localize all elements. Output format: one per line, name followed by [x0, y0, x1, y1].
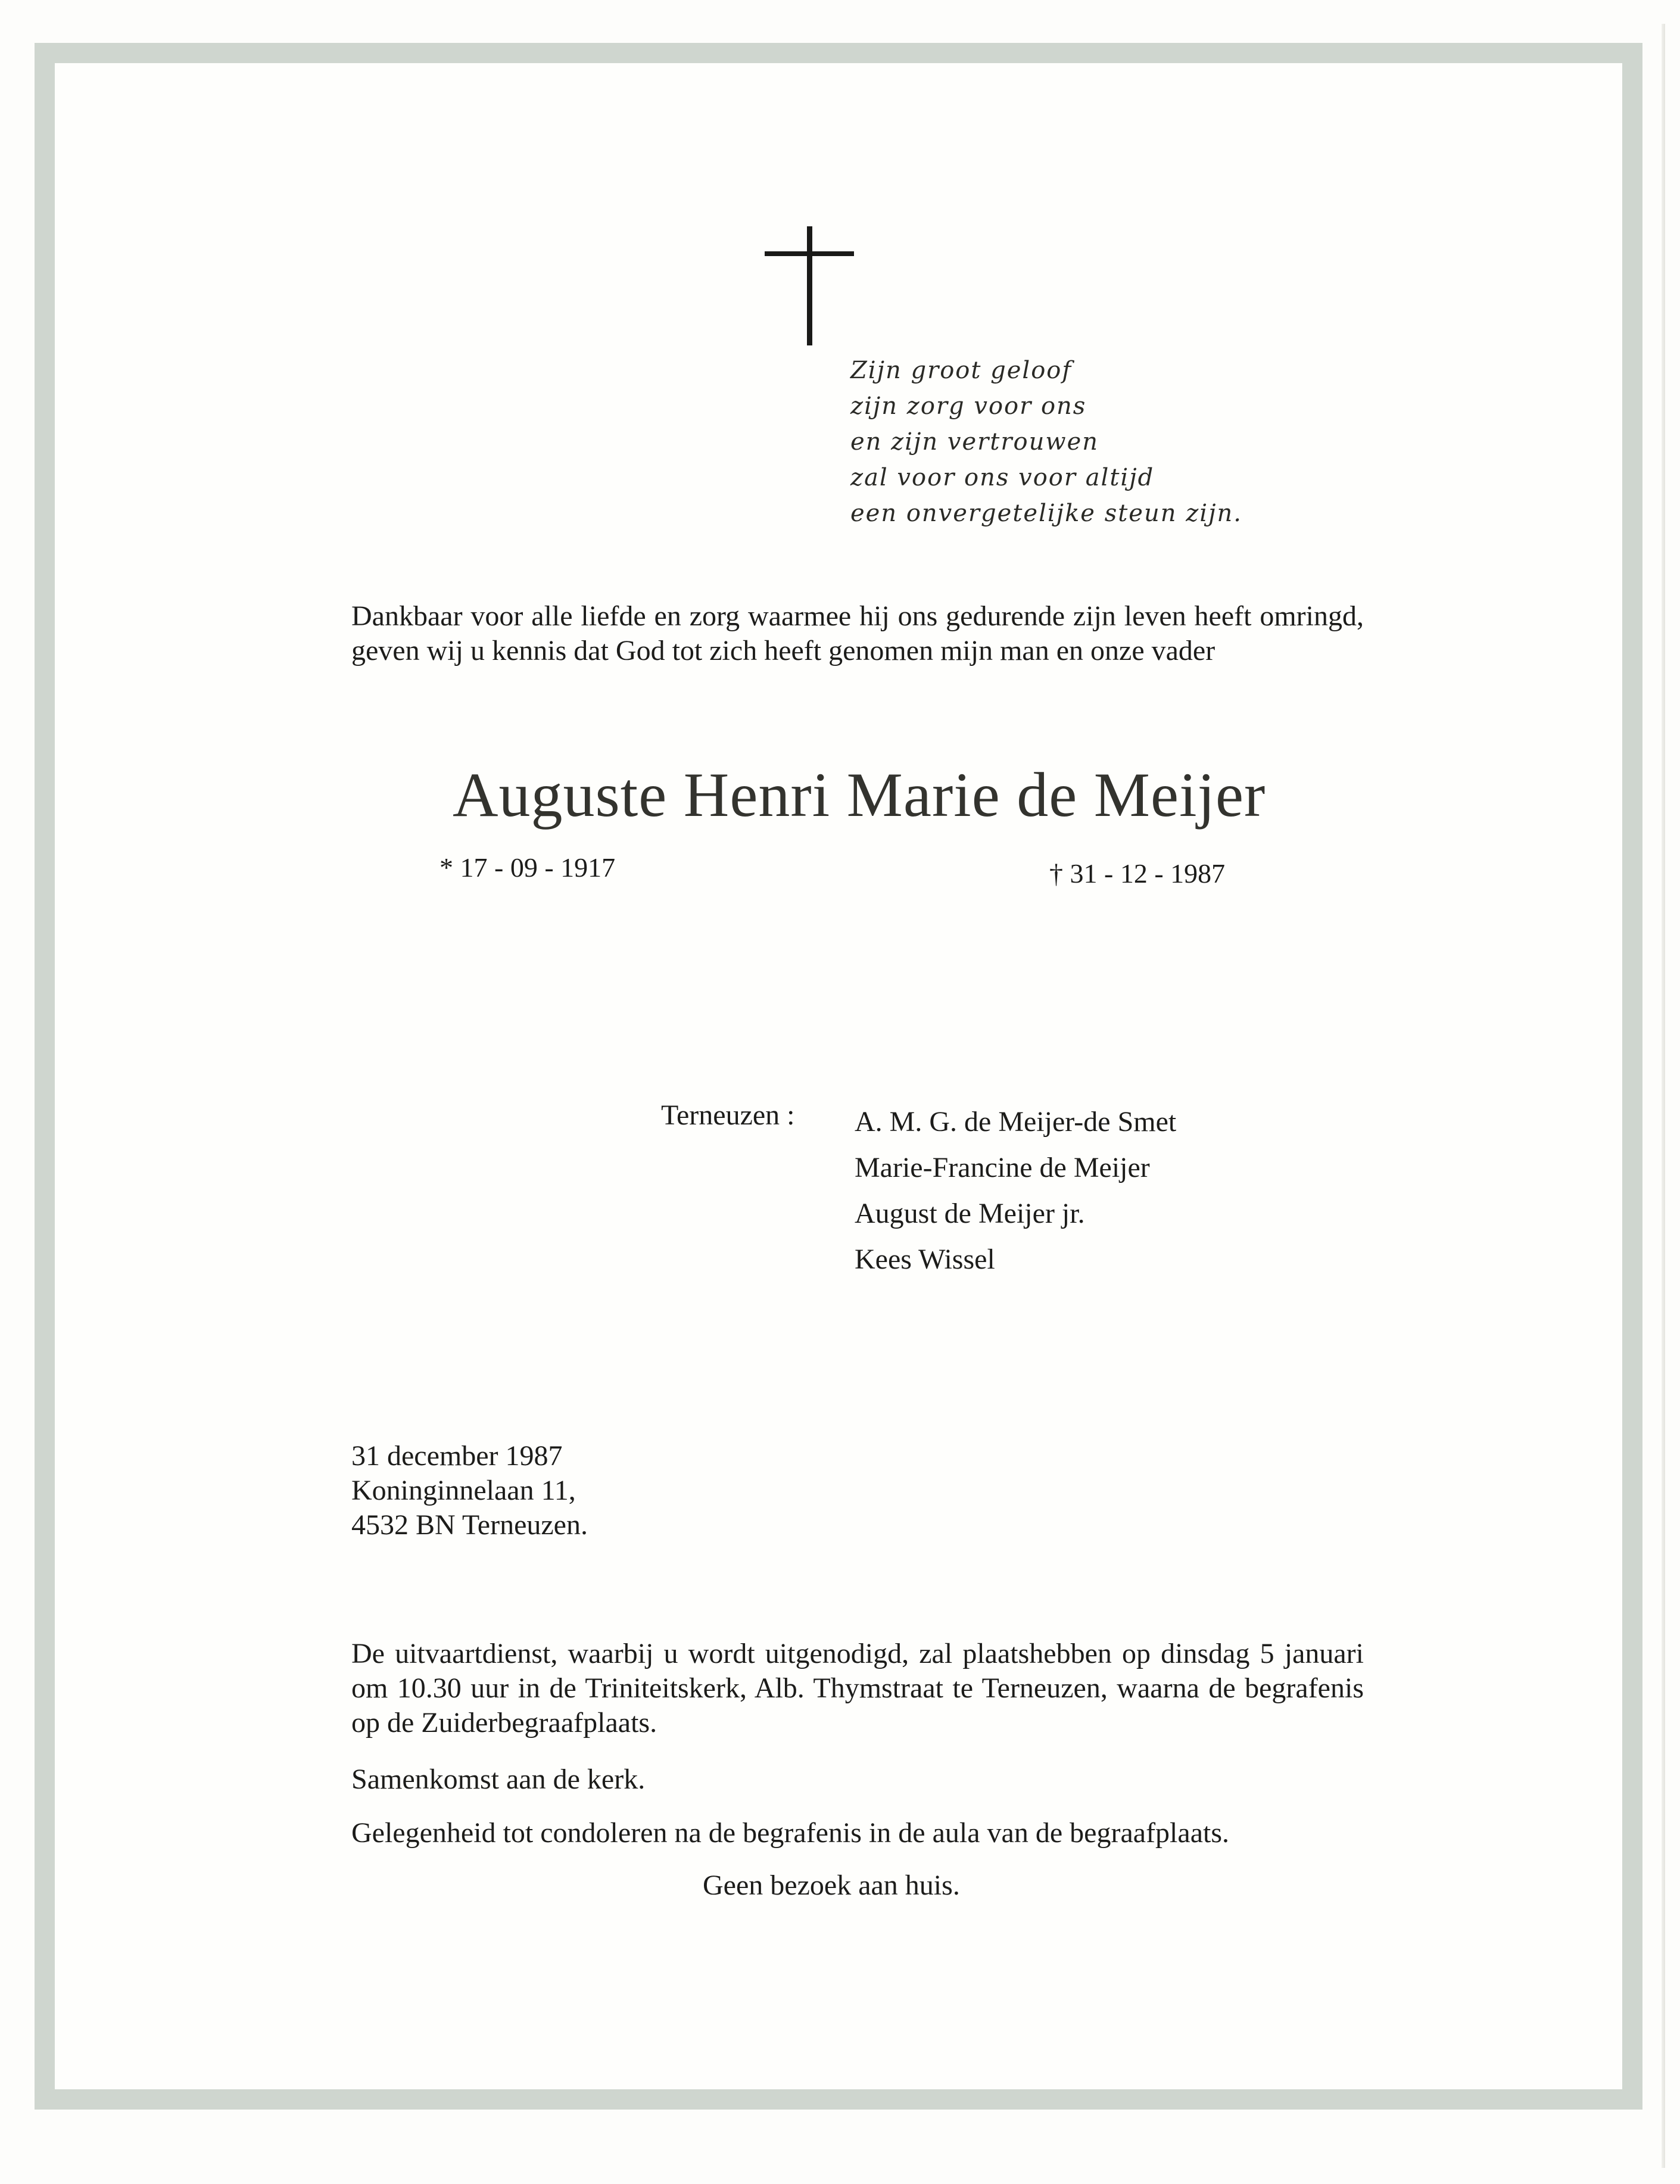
mourner-name: A. M. G. de Meijer-de Smet — [855, 1106, 1177, 1138]
poem-line: Zijn groot geloof — [850, 357, 1073, 384]
address-line: Koninginnelaan 11, — [351, 1475, 576, 1506]
paper-fold-edge — [1662, 24, 1665, 2168]
cross-vertical-bar — [807, 226, 812, 345]
announcement-intro: Dankbaar voor alle liefde en zorg waarmee hij ons gedurende zijn leven heeft omringd, geven wij u kennis dat God tot zich heeft genomen mijn man en onze vader — [351, 600, 1364, 666]
death-date: † 31 - 12 - 1987 — [1049, 858, 1226, 889]
poem-line: een onvergetelijke steun zijn. — [850, 500, 1242, 527]
poem-line: en zijn vertrouwen — [850, 428, 1099, 456]
address-line: 4532 BN Terneuzen. — [351, 1509, 588, 1541]
mourner-name: Marie-Francine de Meijer — [855, 1152, 1150, 1183]
no-visit-note: Geen bezoek aan huis. — [703, 1870, 960, 1901]
cross-horizontal-bar — [765, 251, 854, 256]
mourner-name: August de Meijer jr. — [855, 1198, 1085, 1229]
funeral-service-info: De uitvaartdienst, waarbij u wordt uitgenodigd, zal plaatshebben op dinsdag 5 januari om 10.30 uur in de Triniteitskerk, Alb. Thymstraat te Terneuzen, waarna de begrafenis op de Zuiderbegraafplaats. — [351, 1638, 1364, 1739]
birth-date: * 17 - 09 - 1917 — [440, 852, 616, 883]
card-border-frame — [35, 43, 1642, 2110]
mourners-list — [855, 1099, 1176, 1282]
address-line: 31 december 1987 — [351, 1440, 563, 1472]
poem-line: zijn zorg voor ons — [850, 392, 1087, 420]
place-label: Terneuzen : — [661, 1099, 795, 1131]
cross-icon — [765, 226, 854, 345]
gathering-note: Samenkomst aan de kerk. — [351, 1764, 646, 1795]
poem — [850, 353, 1242, 531]
deceased-name: Auguste Henri Marie de Meijer — [453, 760, 1266, 830]
condolences-note: Gelegenheid tot condoleren na de begrafenis in de aula van de begraafplaats. — [351, 1817, 1230, 1849]
date-and-address — [351, 1439, 588, 1543]
poem-line: zal voor ons voor altijd — [850, 464, 1155, 491]
mourner-name: Kees Wissel — [855, 1244, 995, 1275]
